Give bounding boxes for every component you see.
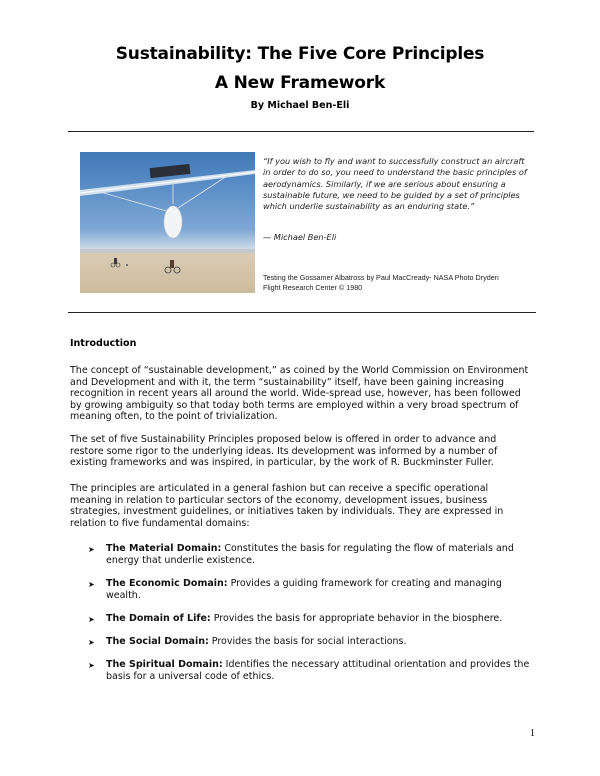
introduction-heading: Introduction: [70, 338, 137, 349]
domain-term: The Economic Domain:: [106, 578, 228, 589]
epigraph-quote: “If you wish to fly and want to successfully construct an aircraft in order to do so, you need to understand the basic principles of aerodynamics. Similarly, if we are serious about ensuring a sustainable future, we need to be guided by a set of principles which underlie sustainability as an enduring state.”: [263, 156, 527, 212]
quote-attribution: — Michael Ben-Eli: [263, 232, 337, 242]
domain-description: Provides the basis for appropriate behavior in the biosphere.: [210, 613, 503, 624]
list-item: [88, 543, 534, 578]
list-item: [88, 636, 534, 659]
photo-caption: [263, 273, 533, 293]
gossamer-albatross-photo: [80, 152, 255, 293]
arrow-bullet-icon: ➤: [88, 638, 95, 647]
domains-list: [88, 543, 534, 683]
list-item: [88, 659, 534, 683]
caption-line-1: Testing the Gossamer Albatross by Paul MacCready- NASA Photo Dryden: [263, 273, 499, 282]
document-title: Sustainability: The Five Core Principles: [115, 44, 485, 64]
domain-description: Identifies the necessary attitudinal orientation and provides the basis for a universal code of ethics.: [106, 659, 530, 682]
domain-term: The Domain of Life:: [106, 613, 211, 624]
arrow-bullet-icon: ➤: [88, 615, 95, 624]
caption-line-2: Flight Research Center © 1980: [263, 283, 363, 292]
domain-description: Constitutes the basis for regulating the flow of materials and energy that underlie existence.: [106, 543, 514, 566]
domain-term: The Social Domain:: [106, 636, 209, 647]
domain-term: The Material Domain:: [106, 543, 222, 554]
list-item: [88, 613, 534, 636]
domain-term: The Spiritual Domain:: [106, 659, 223, 670]
domain-description: Provides a guiding framework for creating and managing wealth.: [106, 578, 502, 601]
list-item: [88, 578, 534, 613]
arrow-bullet-icon: ➤: [88, 580, 95, 589]
arrow-bullet-icon: ➤: [88, 545, 95, 554]
bottom-divider: [68, 312, 536, 313]
document-subtitle: A New Framework: [214, 73, 386, 93]
arrow-bullet-icon: ➤: [88, 661, 95, 670]
domain-description: Provides the basis for social interactions.: [208, 636, 407, 647]
intro-paragraph-1: The concept of “sustainable development,” as coined by the World Commission on Environment and Development and with it, the term “sustainability” itself, have been gaining increasing recognition in recent years all around the world. Wide-spread use, however, has been followed by growing ambiguity so that today both terms are employed within a very broad spectrum of meaning often, to the point of trivialization.: [70, 365, 529, 423]
intro-paragraph-3: The principles are articulated in a general fashion but can receive a specific operational meaning in relation to particular sectors of the economy, development issues, business strategies, investment guidelines, or initiatives taken by individuals. They are expressed in relation to five fundamental domains:: [70, 483, 504, 529]
author-byline: By Michael Ben-Eli: [250, 100, 350, 111]
top-divider: [68, 131, 534, 132]
page-number: 1: [530, 728, 535, 739]
intro-paragraph-2: The set of five Sustainability Principles proposed below is offered in order to advance and restore some rigor to the underlying ideas. Its development was informed by a number of existing frameworks and was inspired, in particular, by the work of R. Buckminster Fuller.: [70, 434, 498, 469]
